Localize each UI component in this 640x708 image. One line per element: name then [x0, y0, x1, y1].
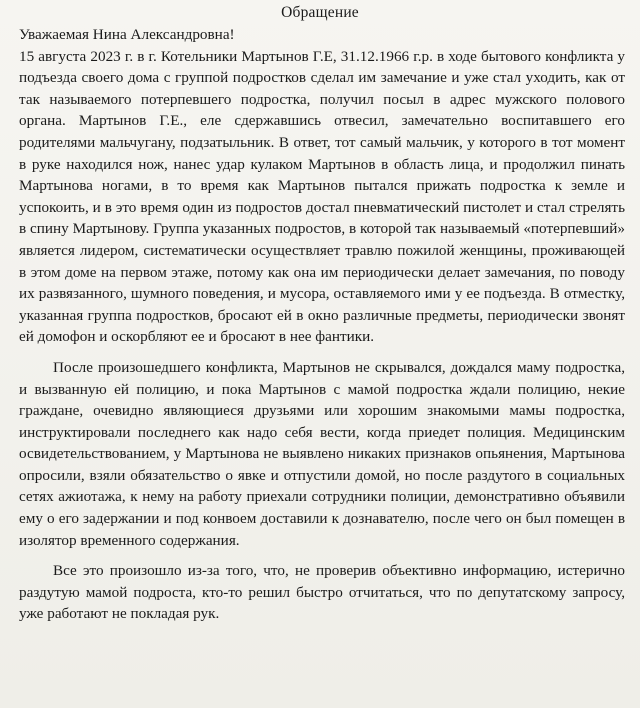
paragraph-conclusion: Все это произошло из-за того, что, не проверив объективно информацию, истерично раздутую мамой подроста, кто-то решил быстро отчитаться, что по депутатскому запросу, уже работают не покладая рук.	[19, 562, 625, 623]
document-body	[19, 24, 625, 625]
document-title: Обращение	[281, 4, 359, 21]
paragraph-aftermath: После произошедшего конфликта, Мартынов не скрывался, дождался маму подростка, и вызванную ей полицию, и пока Мартынов с мамой подростка ждали полицию, некие граждане, очевидно являющиеся друзьями или хорошим знакомыми мамы подростка, инструктировали последнего как надо себя вести, когда приедет полиция. Медицинским освидетельствованием, у Мартынова не выявлено никаких признаков опьянения, Мартынова опросили, взяли обязательство о явке и отпустили домой, но после раздутого в социальных сетях ажиотажа, к нему на работу приехали сотрудники полиции, демонстративно объявили ему о его задержании и под конвоем доставили к дознавателю, после чего он был помещен в изолятор временного содержания.	[19, 358, 625, 549]
salutation: Уважаемая Нина Александровна!	[19, 26, 235, 43]
paragraph-incident: 15 августа 2023 г. в г. Котельники Мартынов Г.Е, 31.12.1966 г.р. в ходе бытового конфликта у подъезда своего дома с группой подростков сделал им замечание и уже стал уходить, как от так называемого потерпевшего подростка, получил посыл в адрес мужского полового органа. Мартынов Г.Е., еле сдержавшись отвесил, замечательно воспитавшего его родителями мальчугану, подзатыльник. В ответ, тот самый мальчик, у которого в тот момент в руке находился нож, нанес удар кулаком Мартынов в область лица, и продолжил пинать Мартынова ногами, в то время как Мартынов пытался прижать подростка к земле и успокоить, и в это время один из подростов достал пневматический пистолет и стал стрелять в спину Мартынову. Группа указанных подростов, в которой так называемый «потерпевший» является лидером, систематически осуществляет травлю пожилой женщины, проживающей в этом доме на первом этаже, потому как она им периодически делает замечания, по поводу их развязанного, шумного поведения, и мусора, оставляемого ими у ее подъезда. В отместку, указанная группа подростков, бросают ей в окно различные предметы, периодически звонят ей домофон и оскорбляют ее и бросают в нее фантики.	[19, 47, 625, 346]
